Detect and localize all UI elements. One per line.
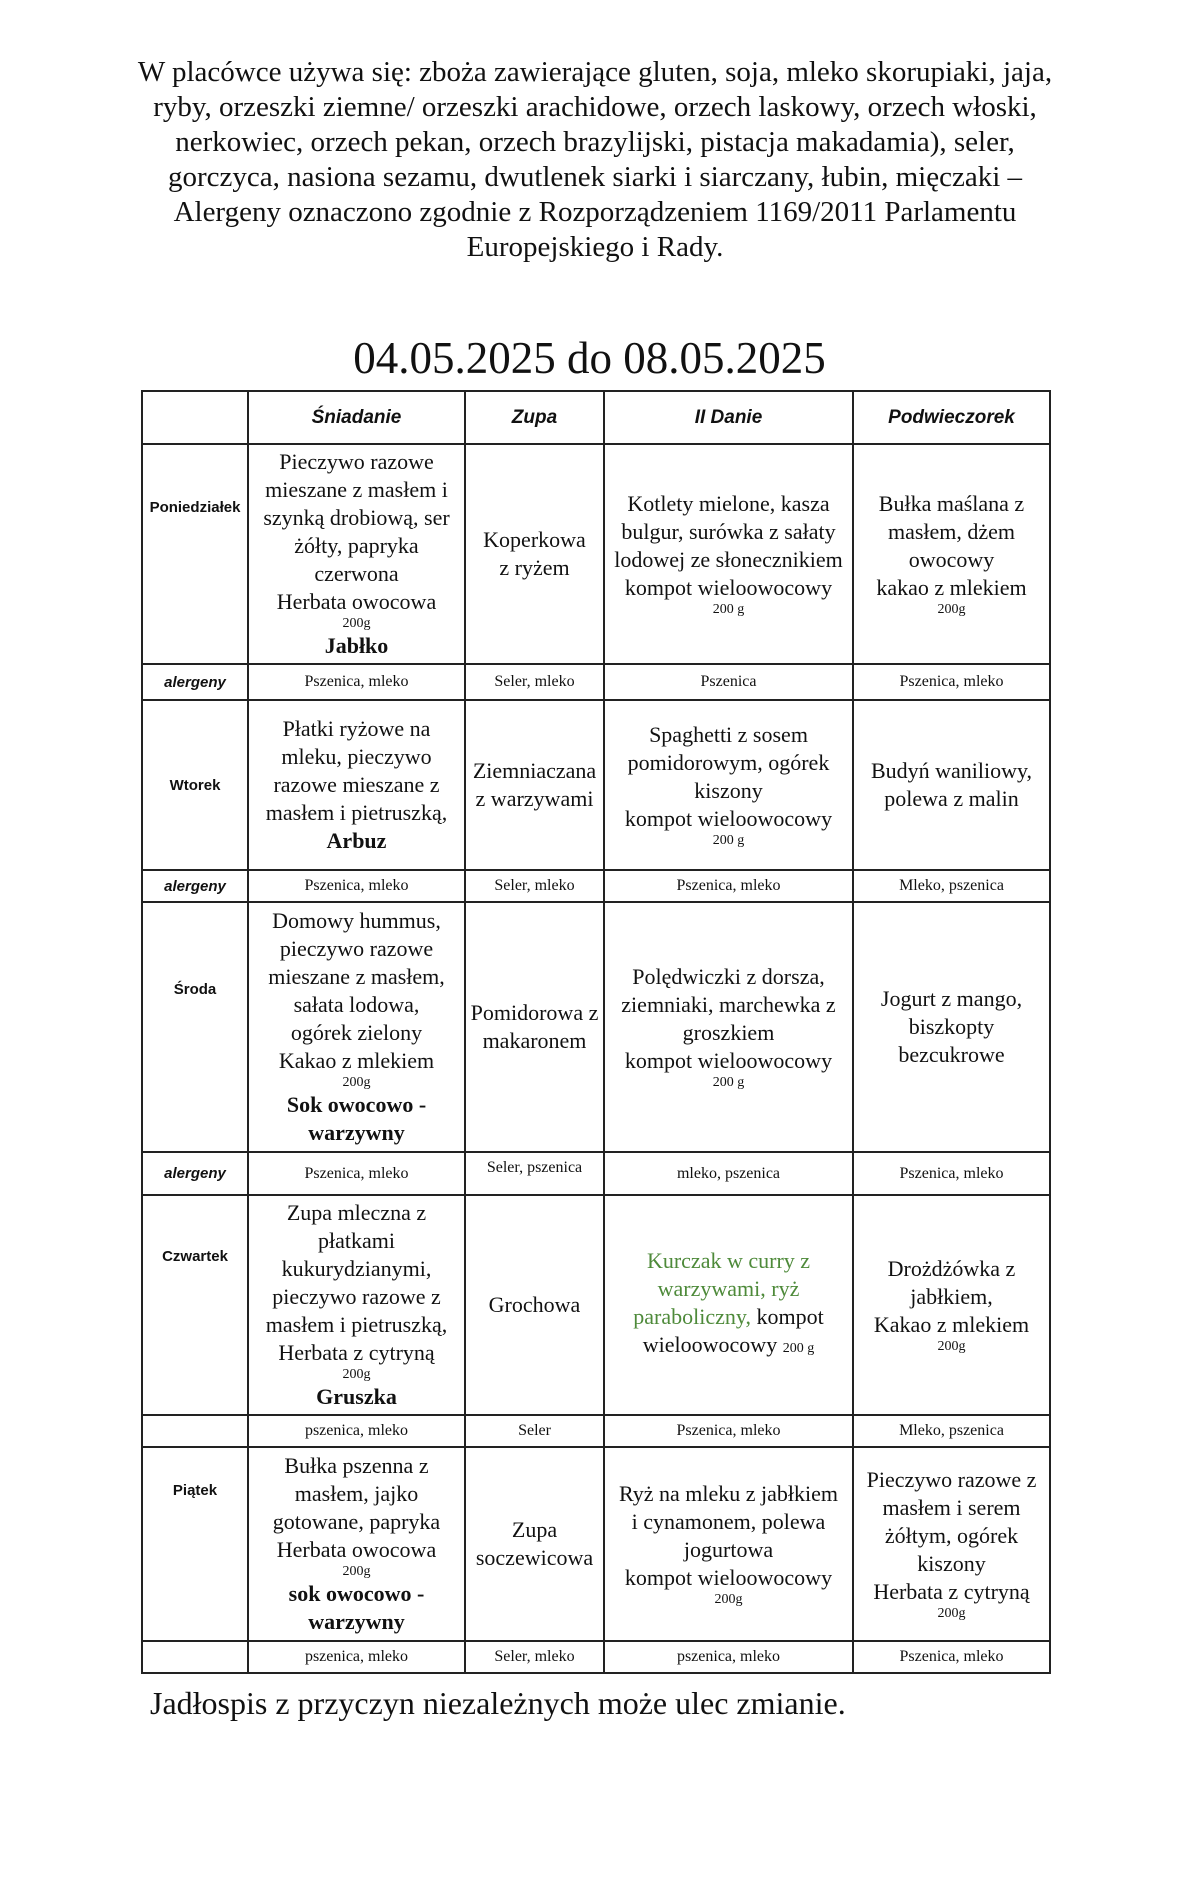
breakfast-line: mieszane z masłem i — [265, 477, 448, 502]
allergens-row-thursday — [142, 1415, 1050, 1447]
main-line-highlighted: warzywami, ryż — [657, 1276, 800, 1301]
fruit-item: Gruszka — [316, 1384, 397, 1409]
snack-line: kiszony — [917, 1551, 986, 1576]
breakfast-line: razowe mieszane z — [273, 772, 440, 797]
day-name: Piątek — [142, 1447, 248, 1641]
breakfast-line: sałata lodowa, — [293, 992, 420, 1017]
allergens-main: Pszenica — [604, 664, 853, 700]
main-line: kiszony — [694, 778, 763, 803]
fruit-item: warzywny — [308, 1120, 405, 1145]
allergens-breakfast: pszenica, mleko — [248, 1415, 465, 1447]
breakfast-line: Kakao z mlekiem — [278, 1048, 435, 1073]
header-row — [142, 391, 1050, 444]
breakfast-line: Pieczywo razowe — [279, 449, 434, 474]
breakfast-cell — [248, 1195, 465, 1415]
snack-cell — [853, 1195, 1050, 1415]
portion-size: 200 g — [712, 833, 745, 848]
breakfast-line: Zupa mleczna z — [286, 1200, 427, 1225]
snack-line: Pieczywo razowe z — [866, 1467, 1037, 1492]
breakfast-line: Herbata owocowa — [276, 1537, 437, 1562]
allergens-breakfast: Pszenica, mleko — [248, 1152, 465, 1195]
fruit-item: Arbuz — [326, 828, 387, 853]
breakfast-line: płatkami — [318, 1228, 395, 1253]
soup-line: Zupa — [511, 1517, 558, 1542]
breakfast-line: ogórek zielony — [290, 1020, 423, 1045]
allergens-label: alergeny — [142, 1152, 248, 1195]
main-line: Spaghetti z sosem — [649, 722, 808, 747]
main-line: Kotlety mielone, kasza — [627, 491, 830, 516]
allergens-snack: Pszenica, mleko — [853, 664, 1050, 700]
main-line: kompot — [750, 1304, 824, 1329]
portion-size: 200g — [937, 1339, 966, 1354]
fruit-item: Jabłko — [324, 633, 389, 658]
snack-line: Bułka maślana z — [878, 491, 1025, 516]
portion-size: 200 g — [782, 1341, 815, 1356]
soup-line: z warzywami — [475, 786, 594, 811]
day-name: Wtorek — [142, 700, 248, 870]
main-line: jogurtowa — [683, 1537, 774, 1562]
breakfast-line: kukurydzianymi, — [281, 1256, 432, 1281]
day-name: Poniedziałek — [142, 444, 248, 664]
snack-line: Kakao z mlekiem — [873, 1312, 1030, 1337]
allergens-main: Pszenica, mleko — [604, 870, 853, 902]
day-name: Czwartek — [142, 1195, 248, 1415]
snack-cell — [853, 444, 1050, 664]
soup-cell — [465, 444, 604, 664]
header-snack: Podwieczorek — [853, 391, 1050, 444]
breakfast-line: Bułka pszenna z — [284, 1453, 429, 1478]
breakfast-line: mieszane z masłem, — [268, 964, 445, 989]
breakfast-line: pieczywo razowe — [279, 936, 434, 961]
main-cell — [604, 700, 853, 870]
soup-cell — [465, 700, 604, 870]
portion-size: 200g — [342, 1075, 371, 1090]
breakfast-line: Herbata owocowa — [276, 589, 437, 614]
snack-line: bezcukrowe — [898, 1042, 1005, 1067]
breakfast-cell — [248, 1447, 465, 1641]
main-line-highlighted: paraboliczny, — [633, 1304, 751, 1329]
snack-cell — [853, 1447, 1050, 1641]
main-line: kompot wieloowocowy — [624, 1048, 833, 1073]
portion-size: 200g — [342, 1367, 371, 1382]
breakfast-line: Herbata z cytryną — [278, 1340, 435, 1365]
soup-line: Ziemniaczana — [472, 758, 597, 783]
snack-line: Herbata z cytryną — [873, 1579, 1030, 1604]
allergens-snack: Pszenica, mleko — [853, 1152, 1050, 1195]
allergens-breakfast: Pszenica, mleko — [248, 664, 465, 700]
breakfast-line: masłem i pietruszką, — [265, 800, 448, 825]
corner-cell — [142, 391, 248, 444]
allergens-snack: Pszenica, mleko — [853, 1641, 1050, 1673]
day-row-monday — [142, 444, 1050, 664]
portion-size: 200 g — [712, 602, 745, 617]
snack-line: owocowy — [908, 547, 995, 572]
breakfast-line: masłem i pietruszką, — [265, 1312, 448, 1337]
snack-cell — [853, 700, 1050, 870]
day-row-thursday — [142, 1195, 1050, 1415]
allergens-row-tuesday — [142, 870, 1050, 902]
portion-size: 200g — [342, 616, 371, 631]
allergens-soup: Seler, pszenica — [465, 1152, 604, 1195]
soup-line: Koperkowa — [483, 527, 586, 552]
soup-line: z ryżem — [499, 555, 570, 580]
day-row-wednesday — [142, 902, 1050, 1152]
allergen-notice: W placówce używa się: zboża zawierające gluten, soja, mleko skorupiaki, jaja, ryby, orzeszki ziemne/ orzeszki arachidowe, orzech laskowy, orzech włoski, nerkowiec, orzech pekan, orzech brazylijski, pistacja makadamia), seler, gorczyca, nasiona sezamu, dwutlenek siarki i siarczany, łubin, mięczaki – Alergeny oznaczono zgodnie z Rozporządzeniem 1169/2011 Parlamentu Europejskiego i Rady. — [137, 56, 1053, 263]
portion-size: 200g — [937, 1606, 966, 1621]
main-line: Polędwiczki z dorsza, — [632, 964, 825, 989]
portion-size: 200 g — [712, 1075, 745, 1090]
breakfast-line: gotowane, papryka — [272, 1509, 441, 1534]
allergens-main: Pszenica, mleko — [604, 1415, 853, 1447]
snack-line: biszkopty — [908, 1014, 995, 1039]
allergens-snack: Mleko, pszenica — [853, 1415, 1050, 1447]
allergens-soup: Seler, mleko — [465, 1641, 604, 1673]
snack-line: kakao z mlekiem — [876, 575, 1027, 600]
breakfast-line: czerwona — [314, 561, 399, 586]
snack-cell — [853, 902, 1050, 1152]
main-cell — [604, 444, 853, 664]
soup-cell — [465, 1195, 604, 1415]
fruit-item: sok owocowo - — [288, 1581, 425, 1606]
snack-line: masłem i serem — [882, 1495, 1021, 1520]
soup-cell — [465, 902, 604, 1152]
main-line: ziemniaki, marchewka z — [621, 992, 836, 1017]
portion-size: 200g — [342, 1564, 371, 1579]
soup-line: makaronem — [482, 1028, 587, 1053]
breakfast-line: szynką drobiową, ser — [263, 505, 450, 530]
allergens-snack: Mleko, pszenica — [853, 870, 1050, 902]
breakfast-cell — [248, 444, 465, 664]
header-soup: Zupa — [465, 391, 604, 444]
main-cell — [604, 1195, 853, 1415]
breakfast-line: Domowy hummus, — [272, 908, 441, 933]
allergens-row-wednesday — [142, 1152, 1050, 1195]
allergens-soup: Seler, mleko — [465, 870, 604, 902]
snack-line: polewa z malin — [884, 786, 1019, 811]
fruit-item: warzywny — [308, 1609, 405, 1634]
portion-size: 200g — [937, 602, 966, 617]
menu-table — [141, 390, 1051, 1674]
snack-line: masłem, dżem — [887, 519, 1016, 544]
snack-line: jabłkiem, — [910, 1284, 993, 1309]
main-cell — [604, 902, 853, 1152]
main-line-highlighted: Kurczak w curry z — [646, 1248, 811, 1273]
footer-note: Jadłospis z przyczyn niezależnych może ulec zmianie. — [150, 1685, 846, 1721]
allergens-soup: Seler, mleko — [465, 664, 604, 700]
snack-line: Drożdżówka z — [887, 1256, 1016, 1281]
allergens-label: alergeny — [142, 664, 248, 700]
allergens-row-friday — [142, 1641, 1050, 1673]
breakfast-line: żółty, papryka — [294, 533, 419, 558]
allergens-label: alergeny — [142, 870, 248, 902]
portion-size: 200g — [714, 1592, 743, 1607]
allergens-breakfast: pszenica, mleko — [248, 1641, 465, 1673]
breakfast-cell — [248, 700, 465, 870]
breakfast-line: mleku, pieczywo — [281, 744, 432, 769]
main-line: i cynamonem, polewa — [631, 1509, 826, 1534]
main-line: kompot wieloowocowy — [624, 1565, 833, 1590]
snack-line: Budyń waniliowy, — [870, 758, 1033, 783]
snack-line: Jogurt z mango, — [880, 986, 1023, 1011]
breakfast-line: pieczywo razowe z — [272, 1284, 441, 1309]
main-line: kompot wieloowocowy — [624, 575, 833, 600]
main-line: kompot wieloowocowy — [624, 806, 833, 831]
main-line: Ryż na mleku z jabłkiem — [618, 1481, 839, 1506]
day-row-tuesday — [142, 700, 1050, 870]
main-cell — [604, 1447, 853, 1641]
soup-line: Grochowa — [488, 1292, 581, 1317]
main-line: pomidorowym, ogórek — [627, 750, 830, 775]
soup-line: soczewicowa — [475, 1545, 594, 1570]
allergens-soup: Seler — [465, 1415, 604, 1447]
main-line: lodowej ze słonecznikiem — [614, 547, 843, 572]
day-row-friday — [142, 1447, 1050, 1641]
fruit-item: Sok owocowo - — [286, 1092, 427, 1117]
allergens-main: mleko, pszenica — [604, 1152, 853, 1195]
breakfast-line: Płatki ryżowe na — [282, 716, 431, 741]
breakfast-line: masłem, jajko — [294, 1481, 419, 1506]
allergens-main: pszenica, mleko — [604, 1641, 853, 1673]
allergens-label-empty — [142, 1415, 248, 1447]
soup-line: Pomidorowa z — [470, 1000, 599, 1025]
allergens-row-monday — [142, 664, 1050, 700]
allergens-label-empty — [142, 1641, 248, 1673]
header-breakfast: Śniadanie — [248, 391, 465, 444]
header-main: II Danie — [604, 391, 853, 444]
allergens-breakfast: Pszenica, mleko — [248, 870, 465, 902]
date-range-title: 04.05.2025 do 08.05.2025 — [353, 333, 826, 383]
day-name: Środa — [142, 902, 248, 1152]
main-line: wieloowocowy — [642, 1332, 778, 1357]
main-line: bulgur, surówka z sałaty — [621, 519, 836, 544]
snack-line: żółtym, ogórek — [884, 1523, 1019, 1548]
main-line: groszkiem — [682, 1020, 775, 1045]
soup-cell — [465, 1447, 604, 1641]
breakfast-cell — [248, 902, 465, 1152]
